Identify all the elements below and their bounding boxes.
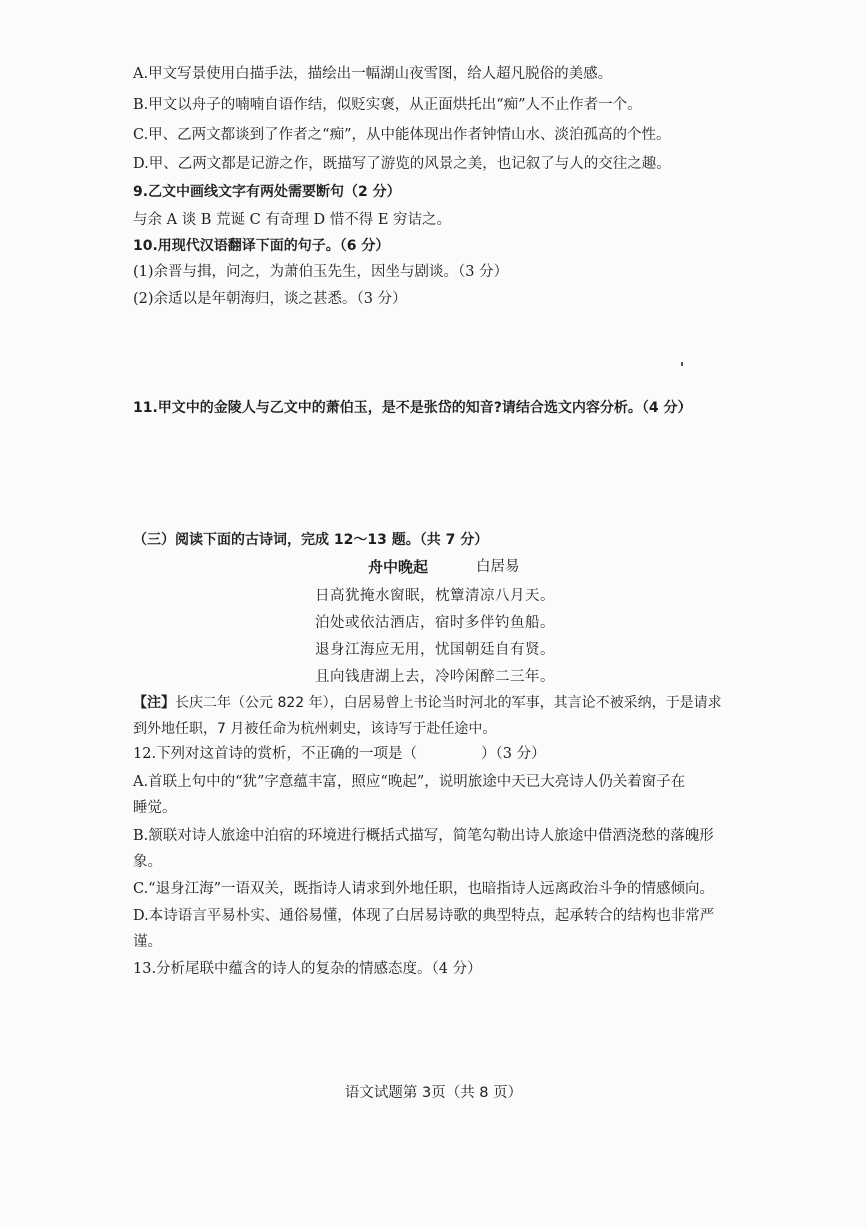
poem-line-4: 且向钱唐湖上去，冷吟闲醉二三年。 bbox=[315, 669, 555, 685]
poem-title: 舟中晚起 bbox=[368, 558, 429, 576]
q8-option-d: D.甲、乙两文都是记游之作，既描写了游览的风景之美，也记叙了与人的交往之趣。 bbox=[133, 156, 671, 172]
question-9-text: 与余 A 谈 B 荒诞 C 有奇理 D 惜不得 E 穷诘之。 bbox=[133, 212, 452, 228]
q12-option-b-line-1: B.颔联对诗人旅途中泊宿的环境进行概括式描写，简笔勾勒出诗人旅途中借酒浇愁的落魄形 bbox=[133, 828, 714, 844]
question-10-title: 10.用现代汉语翻译下面的句子。（6 分） bbox=[133, 238, 390, 254]
page-footer: 语文试题第 3页（共 8 页） bbox=[344, 1085, 523, 1101]
q8-option-a: A.甲文写景使用白描手法，描绘出一幅湖山夜雪图，给人超凡脱俗的美感。 bbox=[133, 66, 613, 82]
q12-option-c: C.“退身江海”一语双关，既指诗人请求到外地任职，也暗指诗人远离政治斗争的情感倾向。 bbox=[133, 881, 715, 897]
question-12-points: ）（3 分） bbox=[481, 746, 546, 762]
q12-option-a-line-2: 睡觉。 bbox=[133, 800, 177, 816]
q8-option-b: B.甲文以舟子的喃喃自语作结，似贬实褒，从正面烘托出“痴”人不止作者一个。 bbox=[133, 97, 642, 113]
note-text-1: 长庆二年（公元 822 年），白居易曾上书论当时河北的军事，其言论不被采纳，于是请求 bbox=[175, 695, 722, 711]
poem-note-line-1 bbox=[133, 693, 722, 713]
q12-option-d-line-1: D.本诗语言平易朴实、通俗易懂，体现了白居易诗歌的典型特点，起承转合的结构也非常严 bbox=[133, 908, 715, 924]
q12-option-b-line-2: 象。 bbox=[133, 854, 162, 870]
poem-note-line-2: 到外地任职，7 月被任命为杭州刺史，该诗写于赴任途中。 bbox=[133, 721, 497, 737]
poem-author: 白居易 bbox=[476, 559, 520, 575]
question-11: 11.甲文中的金陵人与乙文中的萧伯玉，是不是张岱的知音?请结合选文内容分析。（4 分） bbox=[133, 400, 692, 416]
question-13: 13.分析尾联中蕴含的诗人的复杂的情感态度。（4 分） bbox=[133, 961, 482, 977]
scan-speck bbox=[681, 362, 683, 366]
question-12-number: 12. bbox=[133, 746, 157, 762]
poem-line-2: 泊处或依沽酒店，宿时多伴钓鱼船。 bbox=[315, 615, 555, 631]
q8-option-c: C.甲、乙两文都谈到了作者之“痴”，从中能体现出作者钟情山水、淡泊孤高的个性。 bbox=[133, 127, 671, 143]
question-9-title: 9.乙文中画线文字有两处需要断句（2 分） bbox=[133, 184, 401, 200]
section-3-heading: （三）阅读下面的古诗词，完成 12～13 题。（共 7 分） bbox=[133, 532, 489, 548]
question-10-item-1: (1)余晋与揖，问之，为萧伯玉先生，因坐与剧谈。（3 分） bbox=[133, 264, 509, 280]
q12-option-a-line-1: A.首联上句中的“犹”字意蕴丰富，照应“晚起”，说明旅途中天已大亮诗人仍关着窗子在 bbox=[133, 774, 686, 790]
note-tag: 【注】 bbox=[133, 695, 175, 711]
question-12-stem: 下列对这首诗的赏析，不正确的一项是（ bbox=[156, 746, 418, 762]
poem-line-1: 日高犹掩水窗眠，枕簟清凉八月天。 bbox=[315, 588, 555, 604]
question-12-title bbox=[133, 744, 546, 764]
q12-option-d-line-2: 谨。 bbox=[133, 934, 162, 950]
poem-line-3: 退身江海应无用，忧国朝廷自有贤。 bbox=[315, 642, 555, 658]
question-10-item-2: (2)余适以是年朝海归，谈之甚悉。（3 分） bbox=[133, 291, 407, 307]
